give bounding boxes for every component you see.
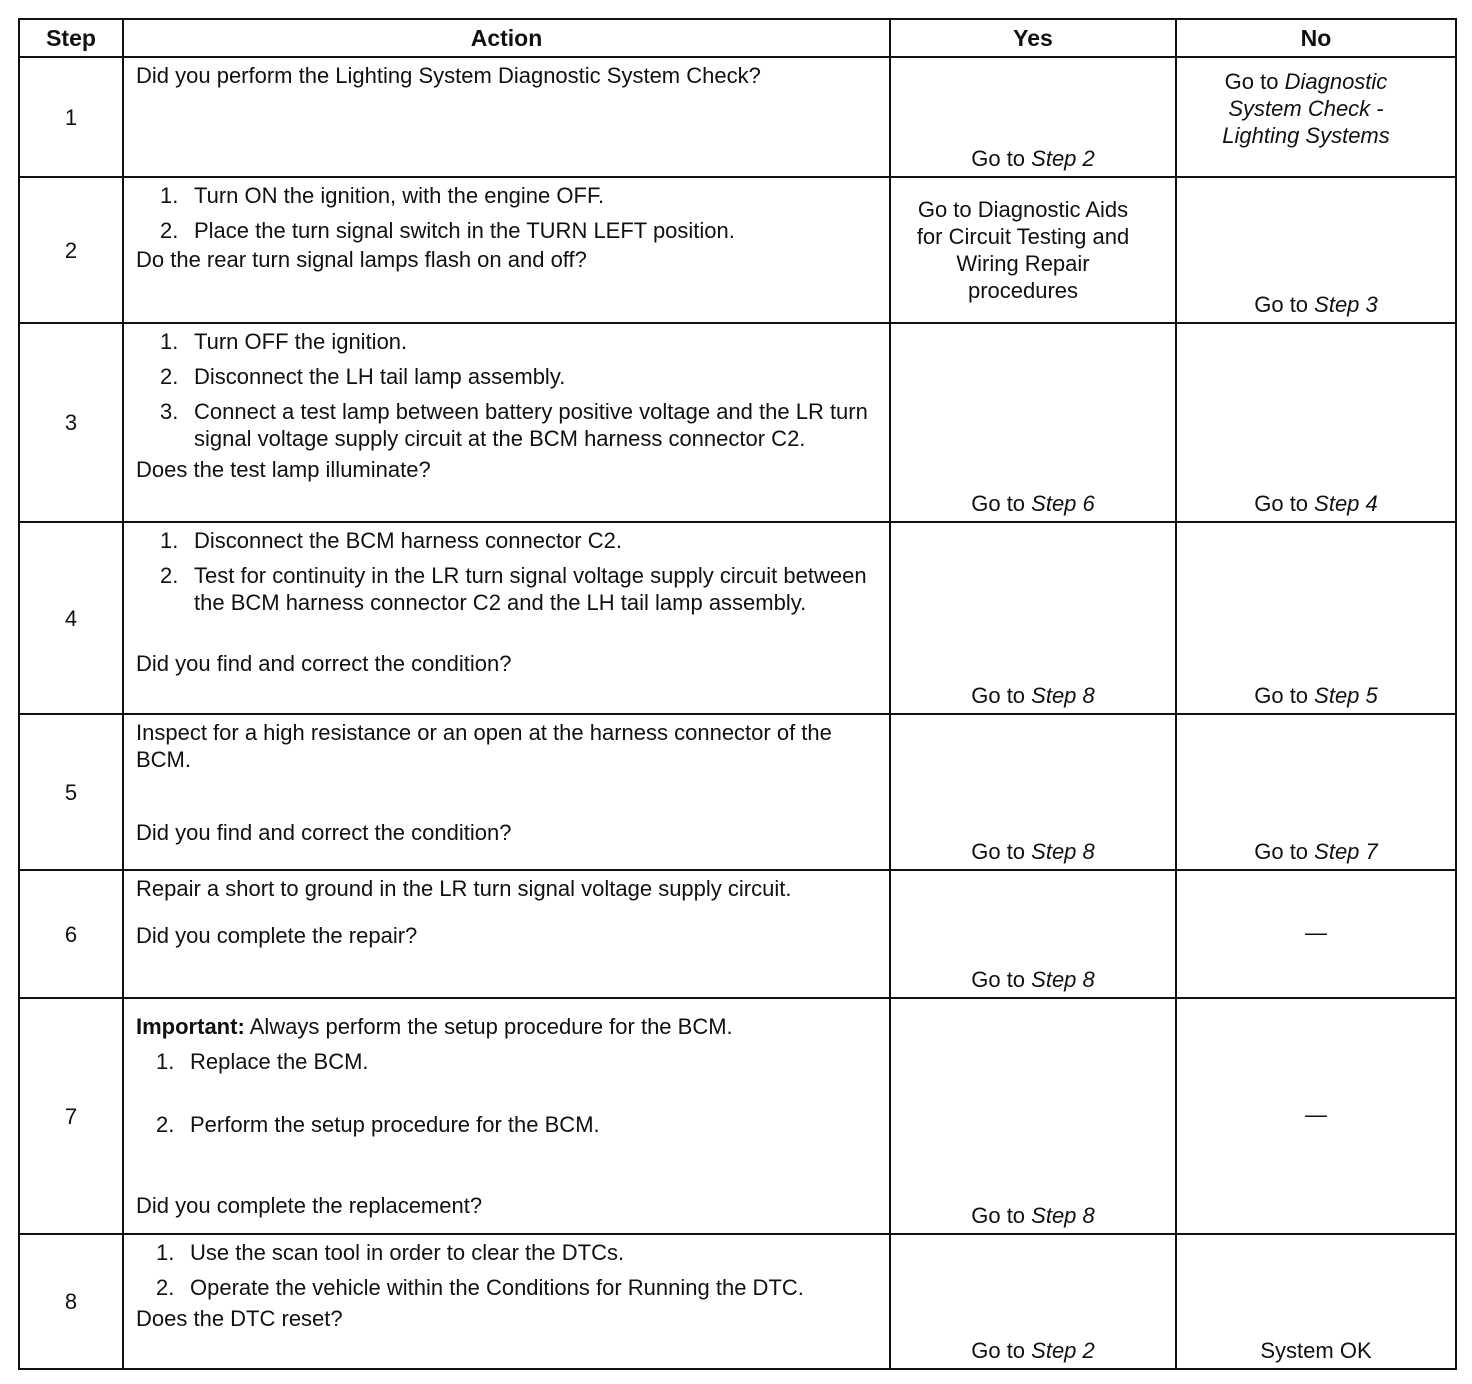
table-row (19, 177, 1456, 323)
yes-prefix: Go to (971, 491, 1032, 516)
yes-step-link[interactable]: Step 2 (1031, 1338, 1095, 1363)
action-list (136, 1048, 879, 1138)
action-cell (123, 998, 890, 1234)
diagnostic-table (18, 18, 1457, 1370)
yes-step-link[interactable]: Step 2 (1031, 146, 1095, 171)
list-item: 1. Use the scan tool in order to clear the DTCs. (156, 1240, 625, 1265)
table-row (19, 522, 1456, 714)
no-cell (1176, 177, 1456, 323)
header-row (19, 19, 1456, 57)
action-cell (123, 1234, 890, 1369)
no-result: System OK (1260, 1338, 1372, 1363)
step-number: 1 (19, 57, 123, 177)
yes-prefix: Go to (971, 683, 1032, 708)
action-list (136, 527, 879, 616)
action-question: Does the test lamp illuminate? (136, 457, 431, 482)
action-cell (123, 323, 890, 522)
action-list (136, 182, 879, 244)
list-item: 3. Connect a test lamp between battery positive voltage and the LR turn signal voltage supply circuit at the BCM harness connector C2. (160, 399, 868, 451)
no-prefix: Go to (1254, 839, 1315, 864)
yes-cell (890, 522, 1176, 714)
action-question: Do the rear turn signal lamps flash on and off? (136, 247, 587, 272)
yes-cell (890, 998, 1176, 1234)
table-row (19, 1234, 1456, 1369)
action-list (136, 328, 879, 452)
table-row (19, 714, 1456, 870)
no-cell (1176, 870, 1456, 998)
list-item: 1. Replace the BCM. (156, 1049, 369, 1074)
no-prefix: Go to (1254, 491, 1315, 516)
yes-cell (890, 714, 1176, 870)
yes-prefix: Go to (971, 1338, 1032, 1363)
list-item: 2. Perform the setup procedure for the BCM. (156, 1112, 600, 1137)
step-number: 2 (19, 177, 123, 323)
action-text: Repair a short to ground in the LR turn signal voltage supply circuit. (136, 876, 792, 901)
action-cell (123, 177, 890, 323)
no-cell (1176, 714, 1456, 870)
action-cell (123, 870, 890, 998)
yes-cell (890, 1234, 1176, 1369)
no-step-link[interactable]: Step 4 (1314, 491, 1378, 516)
action-list (136, 1239, 879, 1301)
list-item: 2. Disconnect the LH tail lamp assembly. (160, 364, 566, 389)
step-number: 8 (19, 1234, 123, 1369)
action-question: Did you complete the replacement? (136, 1193, 483, 1218)
important-label: Important: (136, 1014, 245, 1039)
step-number: 6 (19, 870, 123, 998)
action-text: Did you perform the Lighting System Diagnostic System Check? (136, 63, 761, 88)
yes-step-link[interactable]: Step 8 (1031, 967, 1095, 992)
no-cell (1176, 57, 1456, 177)
no-step-link[interactable]: Diagnostic System Check - Lighting Systems (1222, 69, 1390, 148)
list-item: 1. Disconnect the BCM harness connector C2. (160, 528, 622, 553)
yes-prefix: Go to (971, 146, 1032, 171)
list-item: 1. Turn OFF the ignition. (160, 329, 408, 354)
yes-link[interactable]: Go to Diagnostic Aids for Circuit Testing and Wiring Repair procedures (916, 197, 1130, 303)
table-row (19, 323, 1456, 522)
no-prefix: Go to (1254, 292, 1315, 317)
yes-cell (890, 57, 1176, 177)
yes-step-link[interactable]: Step 8 (1031, 839, 1095, 864)
yes-cell (890, 870, 1176, 998)
table-row (19, 998, 1456, 1234)
action-text: Inspect for a high resistance or an open at the harness connector of the BCM. (136, 720, 832, 772)
yes-cell (890, 323, 1176, 522)
no-step-link[interactable]: Step 7 (1314, 839, 1378, 864)
yes-cell (890, 177, 1176, 323)
action-cell (123, 522, 890, 714)
list-item: 2. Test for continuity in the LR turn signal voltage supply circuit between the BCM harness connector C2 and the LH tail lamp assembly. (160, 563, 867, 615)
no-prefix: Go to (1224, 69, 1285, 94)
yes-prefix: Go to (971, 839, 1032, 864)
step-number: 4 (19, 522, 123, 714)
no-result: — (1305, 919, 1327, 945)
action-question: Does the DTC reset? (136, 1306, 343, 1331)
yes-step-link[interactable]: Step 6 (1031, 491, 1095, 516)
action-cell (123, 714, 890, 870)
important-text: Always perform the setup procedure for the BCM. (244, 1014, 733, 1039)
no-cell (1176, 998, 1456, 1234)
list-item: 2. Place the turn signal switch in the TURN LEFT position. (160, 218, 735, 243)
header-action: Action (123, 19, 890, 57)
table-row (19, 870, 1456, 998)
action-question: Did you complete the repair? (136, 923, 418, 948)
step-number: 5 (19, 714, 123, 870)
list-item: 1. Turn ON the ignition, with the engine OFF. (160, 183, 605, 208)
header-yes: Yes (890, 19, 1176, 57)
list-item: 2. Operate the vehicle within the Conditions for Running the DTC. (156, 1275, 804, 1300)
step-number: 3 (19, 323, 123, 522)
action-question: Did you find and correct the condition? (136, 820, 512, 845)
yes-prefix: Go to (971, 967, 1032, 992)
no-cell (1176, 323, 1456, 522)
no-prefix: Go to (1254, 683, 1315, 708)
action-question: Did you find and correct the condition? (136, 651, 512, 676)
yes-prefix: Go to (971, 1203, 1032, 1228)
no-step-link[interactable]: Step 3 (1314, 292, 1378, 317)
table-row (19, 57, 1456, 177)
important-note (136, 1013, 879, 1040)
yes-step-link[interactable]: Step 8 (1031, 1203, 1095, 1228)
no-step-link[interactable]: Step 5 (1314, 683, 1378, 708)
header-step: Step (19, 19, 123, 57)
yes-step-link[interactable]: Step 8 (1031, 683, 1095, 708)
no-result: — (1305, 1101, 1327, 1127)
header-no: No (1176, 19, 1456, 57)
action-cell (123, 57, 890, 177)
no-cell (1176, 522, 1456, 714)
no-cell (1176, 1234, 1456, 1369)
step-number: 7 (19, 998, 123, 1234)
